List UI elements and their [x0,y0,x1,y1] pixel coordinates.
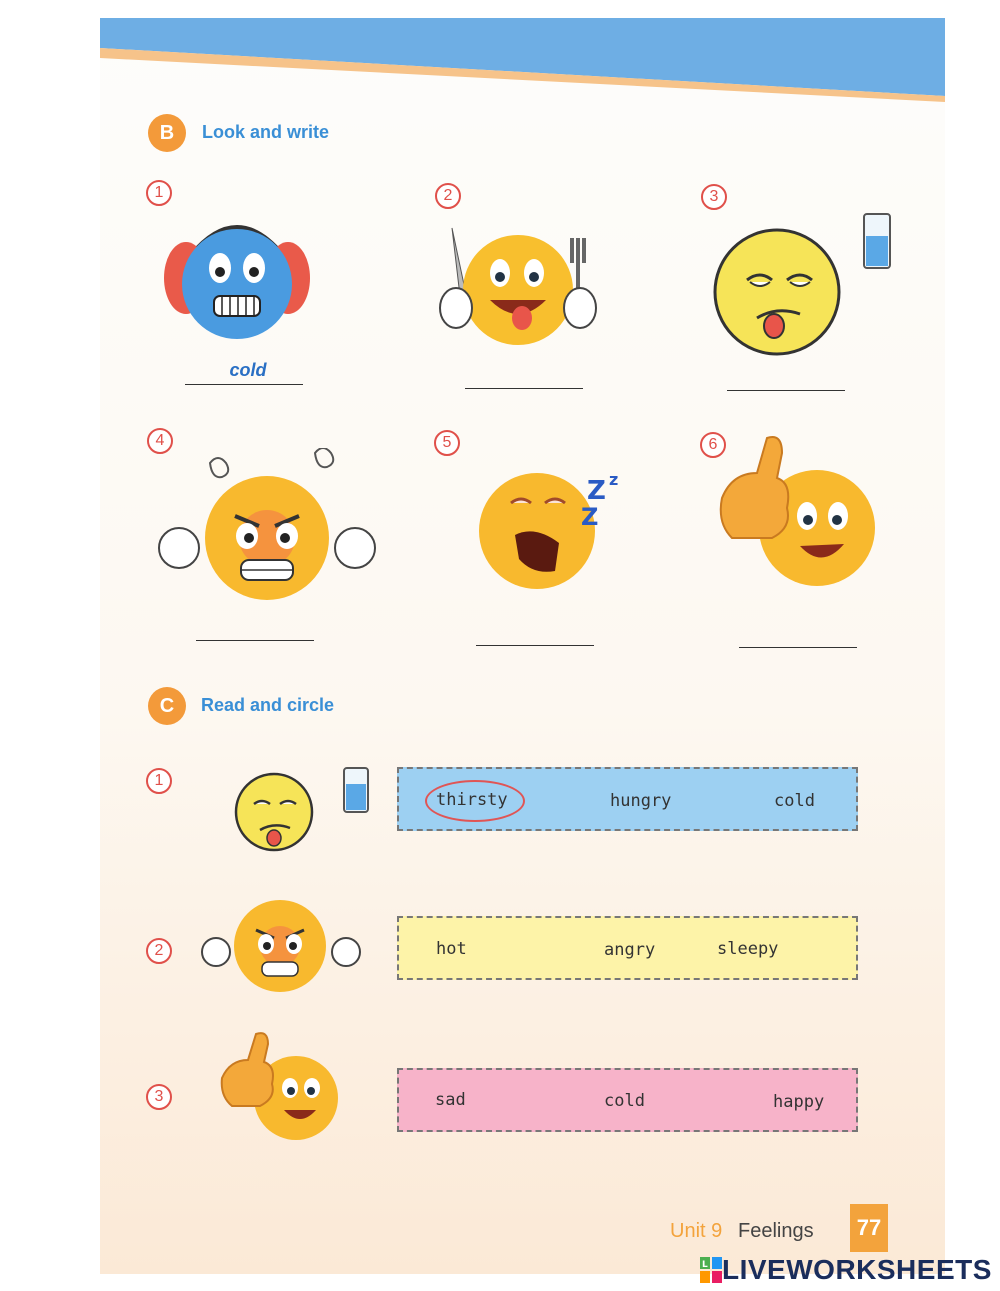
answer-line-4 [196,640,314,641]
happy-thumbs-up-face-icon [712,428,877,593]
angry-fists-face-icon [155,448,380,608]
answer-line-6 [739,647,857,648]
word-sad[interactable]: sad [435,1090,466,1110]
word-thirsty[interactable]: thirsty [436,790,508,810]
item-number-4: 4 [147,428,173,454]
angry-face-icon [200,880,365,995]
item-number-6: 6 [700,432,726,458]
word-angry[interactable]: angry [604,940,656,960]
answer-line-1 [185,384,303,385]
word-happy[interactable]: happy [773,1092,825,1112]
row-number-2: 2 [146,938,172,964]
answer-text-1: cold [229,360,267,380]
liveworksheets-logo [700,1254,992,1286]
thirsty-face-icon [232,762,382,862]
footer-unit-number: Unit 9 [670,1220,723,1242]
cold-earmuffs-face-icon [162,206,312,356]
item-number-1: 1 [146,180,172,206]
word-cold[interactable]: cold [774,791,815,811]
liveworksheets-icon [700,1257,722,1283]
item-number-5: 5 [434,430,460,456]
word-hungry[interactable]: hungry [610,791,672,811]
answer-line-3 [727,390,845,391]
footer-unit-topic: Feelings [738,1220,814,1242]
worksheet-page [100,18,945,1274]
item-number-3: 3 [701,184,727,210]
svg-text:Z: Z [587,476,606,506]
svg-text:z: z [609,470,619,489]
word-hot[interactable]: hot [436,939,467,959]
section-c-badge: C [148,687,186,725]
row-number-3: 3 [146,1084,172,1110]
sleepy-zzz-face-icon [475,463,635,593]
hungry-knife-fork-face-icon [430,218,605,358]
thirsty-water-glass-face-icon [712,210,902,360]
word-cold[interactable]: cold [604,1091,645,1111]
logo-letter-l: L [702,1260,708,1270]
section-c-title: Read and circle [201,695,335,715]
item-number-2: 2 [435,183,461,209]
header-band [100,18,945,118]
answer-line-5 [476,645,594,646]
section-b-title: Look and write [202,122,330,142]
svg-text:Z: Z [581,503,599,531]
liveworksheets-text: LIVEWORKSHEETS [722,1254,992,1285]
answer-line-2 [465,388,583,389]
page-number: 77 [850,1204,888,1252]
word-sleepy[interactable]: sleepy [717,939,779,959]
row-number-1: 1 [146,768,172,794]
happy-thumbs-up-face-icon [216,1026,346,1146]
section-b-badge: B [148,114,186,152]
